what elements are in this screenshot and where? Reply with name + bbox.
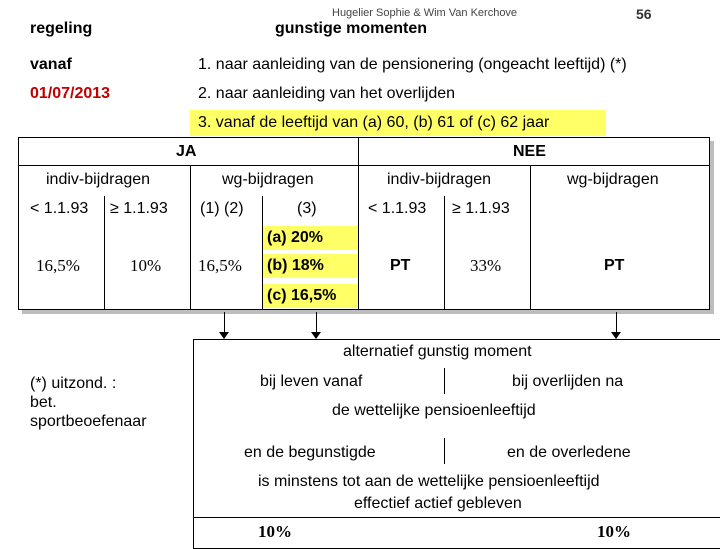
title-regeling: regeling: [30, 20, 93, 37]
table-divider: [530, 165, 531, 310]
value-nee-indiv-after: 33%: [470, 256, 502, 275]
alternative-left-1: bij leven vanaf: [260, 373, 363, 390]
arrow-down-icon: [219, 332, 229, 339]
alternative-center-3: effectief actief gebleven: [354, 495, 522, 512]
value-ja-indiv-after: 10%: [130, 256, 162, 275]
footnote: (*) uitzond. : bet. sportbeoefenaar: [30, 375, 147, 430]
value-nee-wg: PT: [604, 257, 625, 274]
sub-nee-before: < 1.1.93: [368, 200, 427, 217]
nee-header: NEE: [513, 143, 546, 160]
alternative-title: alternatief gunstig moment: [343, 343, 532, 360]
alternative-divider: [193, 517, 720, 518]
alternative-right-2: en de overledene: [507, 444, 631, 461]
sub-nee-after: ≥ 1.1.93: [452, 200, 510, 217]
value-ja-wg-3-c: (c) 16,5%: [263, 284, 358, 308]
alternative-center-1: de wettelijke pensioenleeftijd: [332, 402, 536, 419]
alternative-left-2: en de begunstigde: [244, 444, 376, 461]
arrow-down-icon: [611, 332, 621, 339]
header-authors: Hugelier Sophie & Wim Van Kerchove: [332, 7, 518, 19]
value-ja-indiv-before: 16,5%: [36, 256, 80, 275]
sub-ja-wg-12: (1) (2): [200, 200, 244, 217]
moment-2: 2. naar aanleiding van het overlijden: [198, 85, 456, 102]
sub-ja-before: < 1.1.93: [30, 200, 89, 217]
alternative-center-2: is minstens tot aan de wettelijke pensioenleeftijd: [258, 473, 600, 490]
alternative-right-value: 10%: [597, 522, 631, 541]
sub-ja-after: ≥ 1.1.93: [110, 200, 168, 217]
page-number: 56: [636, 6, 652, 22]
conditions-table: [18, 137, 710, 310]
value-nee-indiv-before: PT: [390, 257, 411, 274]
moment-1: 1. naar aanleiding van de pensionering (ongeacht leeftijd) (*): [198, 56, 627, 73]
alternative-left-value: 10%: [258, 522, 292, 541]
value-ja-wg-3-a: (a) 20%: [263, 226, 358, 250]
sub-ja-wg-3: (3): [297, 200, 317, 217]
ja-header: JA: [176, 143, 197, 160]
value-ja-wg-3-b: (b) 18%: [263, 254, 358, 278]
group-nee-wg: wg-bijdragen: [567, 171, 659, 188]
table-divider: [358, 137, 359, 310]
table-divider: [104, 196, 105, 310]
alternative-separator: [444, 438, 445, 464]
arrow-down-icon: [311, 332, 321, 339]
group-ja-indiv: indiv-bijdragen: [46, 171, 151, 188]
table-divider: [444, 196, 445, 310]
vanaf-label: vanaf: [30, 56, 72, 73]
value-ja-wg-12: 16,5%: [198, 256, 242, 275]
effective-date: 01/07/2013: [30, 85, 111, 102]
group-nee-indiv: indiv-bijdragen: [387, 171, 492, 188]
moment-3: 3. vanaf de leeftijd van (a) 60, (b) 61 of (c) 62 jaar: [190, 110, 606, 136]
alternative-separator: [444, 368, 445, 394]
table-divider: [190, 165, 191, 310]
title-gunstige-momenten: gunstige momenten: [275, 20, 428, 37]
table-divider: [18, 165, 710, 166]
alternative-right-1: bij overlijden na: [512, 373, 624, 390]
group-ja-wg: wg-bijdragen: [222, 171, 314, 188]
